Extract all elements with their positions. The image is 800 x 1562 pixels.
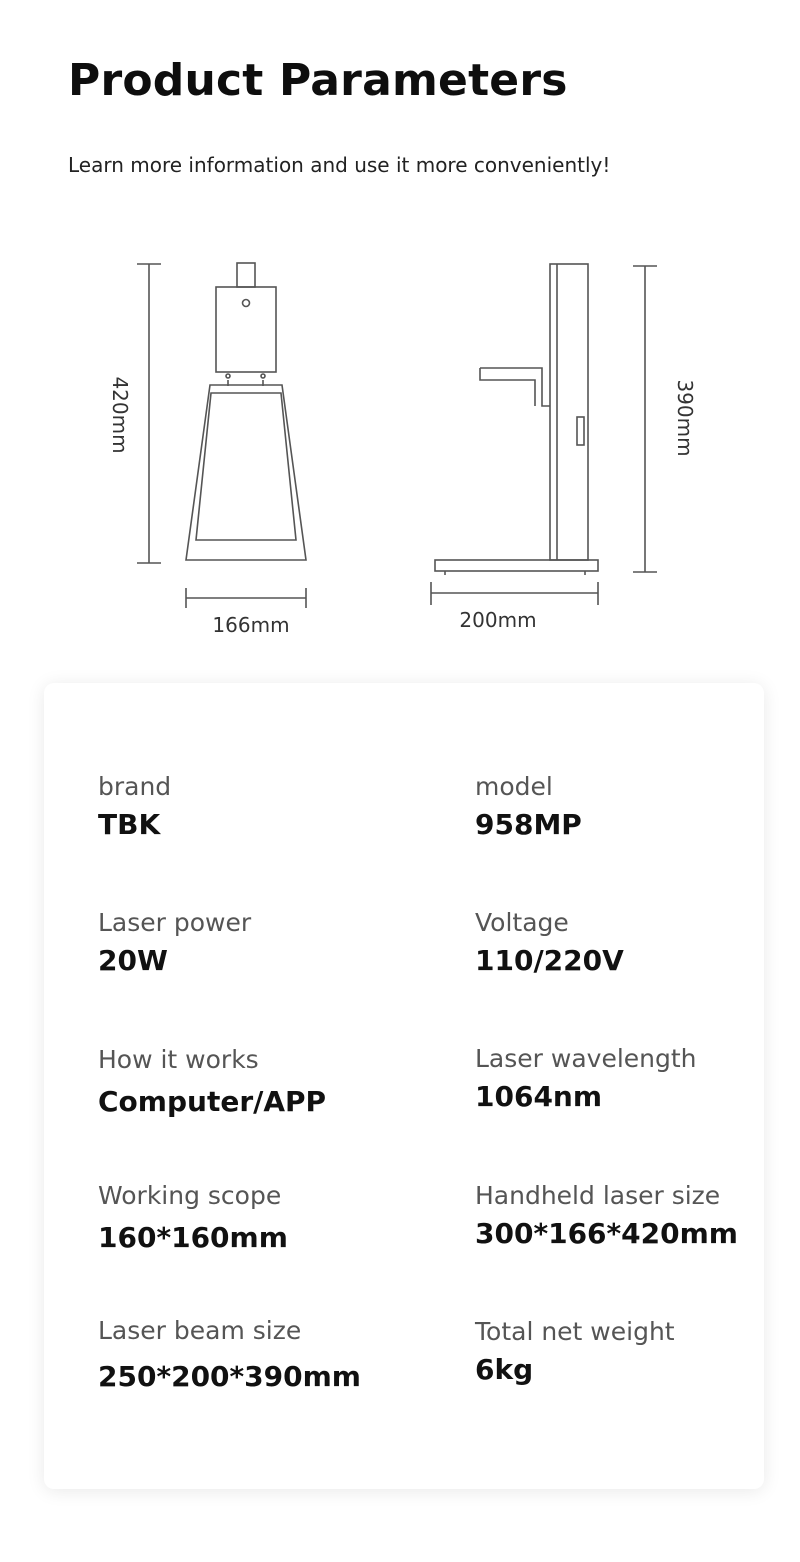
- spec-laser-power: [98, 909, 418, 977]
- side-width-label: 200mm: [459, 608, 537, 632]
- spec-value: 1064nm: [475, 1079, 603, 1113]
- spec-value: TBK: [98, 807, 161, 841]
- spec-model: [475, 773, 795, 841]
- spec-label: Working scope: [98, 1181, 282, 1210]
- spec-value: 160*160mm: [98, 1220, 288, 1254]
- spec-handheld-laser-size: [475, 1182, 765, 1250]
- spec-laser-wavelength: [475, 1045, 795, 1113]
- spec-value: 20W: [98, 943, 168, 977]
- spec-label: Voltage: [475, 908, 569, 937]
- spec-value: Computer/APP: [98, 1084, 327, 1118]
- spec-value: 110/220V: [475, 943, 624, 977]
- spec-label: model: [475, 772, 553, 801]
- spec-label: Total net weight: [475, 1317, 675, 1346]
- spec-label: Laser power: [98, 908, 252, 937]
- spec-brand: [98, 773, 418, 841]
- spec-value: 958MP: [475, 807, 582, 841]
- front-width-label: 166mm: [212, 613, 290, 637]
- spec-laser-beam-size: [98, 1317, 418, 1393]
- spec-value: 6kg: [475, 1352, 534, 1386]
- page-title: Product Parameters: [68, 55, 568, 106]
- side-height-label: 390mm: [673, 379, 697, 457]
- dimension-diagram: [0, 240, 800, 660]
- page-subtitle: Learn more information and use it more conveniently!: [68, 153, 611, 177]
- spec-label: How it works: [98, 1045, 259, 1074]
- spec-label: brand: [98, 772, 172, 801]
- spec-working-scope: [98, 1182, 418, 1254]
- spec-voltage: [475, 909, 795, 977]
- spec-label: Laser wavelength: [475, 1044, 697, 1073]
- spec-label: Laser beam size: [98, 1316, 302, 1345]
- spec-label: Handheld laser size: [475, 1181, 721, 1210]
- front-height-label: 420mm: [108, 376, 132, 454]
- spec-value: 250*200*390mm: [98, 1359, 361, 1393]
- spec-card: [44, 683, 764, 1489]
- spec-total-net-weight: [475, 1318, 795, 1386]
- spec-value: 300*166*420mm: [475, 1216, 738, 1250]
- spec-how-it-works: [98, 1046, 418, 1118]
